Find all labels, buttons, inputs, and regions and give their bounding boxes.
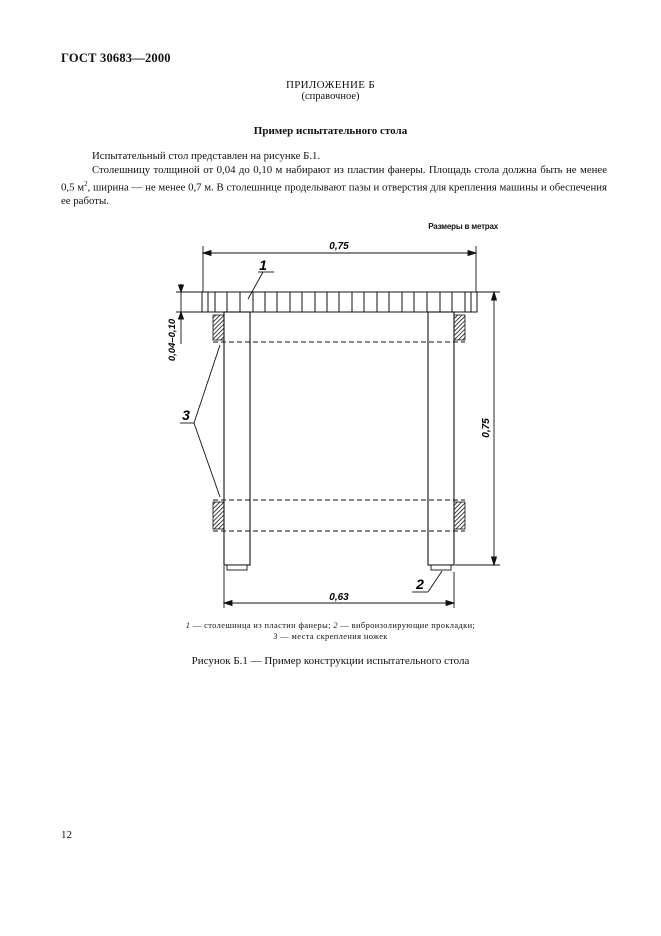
standard-header: ГОСТ 30683—2000 xyxy=(61,51,171,65)
legs xyxy=(224,312,454,565)
bottom-dimension-label: 0,63 xyxy=(329,592,349,603)
top-dimension-label: 0,75 xyxy=(329,241,349,252)
legend-number-1: 1 xyxy=(185,621,191,630)
section-title: Пример испытательного стола xyxy=(253,125,408,137)
page-number: 12 xyxy=(61,829,72,841)
label-2: 2 xyxy=(416,576,424,592)
tabletop xyxy=(202,292,477,312)
leader-1 xyxy=(248,272,274,299)
appendix-title: ПРИЛОЖЕНИЕ Б xyxy=(286,79,375,91)
legend-number-3: 3 xyxy=(273,632,278,641)
brace-lines xyxy=(213,342,465,531)
units-note: Размеры в метрах xyxy=(428,222,498,231)
legend-number-2: 2 xyxy=(333,621,338,630)
left-thickness-label: 0,04–0,10 xyxy=(167,318,178,362)
appendix-subtitle: (справочное) xyxy=(301,91,360,102)
legend-text-3: — места скрепления ножек xyxy=(277,632,388,641)
brace-blocks xyxy=(213,315,465,529)
left-thickness-dimension xyxy=(176,284,202,344)
body-paragraph-2-part-a: Столешницу толщиной от 0,04 до 0,10 м набирают из пластин фанеры. Площадь стола должна быть не менее 0,5 м xyxy=(61,164,607,194)
legend-line-2 xyxy=(0,632,661,641)
body-paragraph-1: Испытательный стол представлен на рисунке Б.1. xyxy=(92,150,321,162)
superscript-2: 2 xyxy=(84,179,88,188)
top-dimension xyxy=(203,246,476,292)
body-paragraph-2-part-b: , ширина — не менее 0,7 м. В столешнице проделывают пазы и отверстия для крепления машины и обеспечения ее работы. xyxy=(61,181,607,207)
legend-text-2: — виброизолирующие прокладки; xyxy=(337,621,476,630)
vibration-pads xyxy=(227,565,451,570)
label-1: 1 xyxy=(259,257,267,273)
legend-line-1 xyxy=(0,621,661,630)
label-3: 3 xyxy=(182,407,190,423)
legend-text-1: — столешница из пластин фанеры; xyxy=(190,621,334,630)
figure-caption: Рисунок Б.1 — Пример конструкции испытательного стола xyxy=(191,655,470,667)
right-height-label: 0,75 xyxy=(481,418,492,438)
